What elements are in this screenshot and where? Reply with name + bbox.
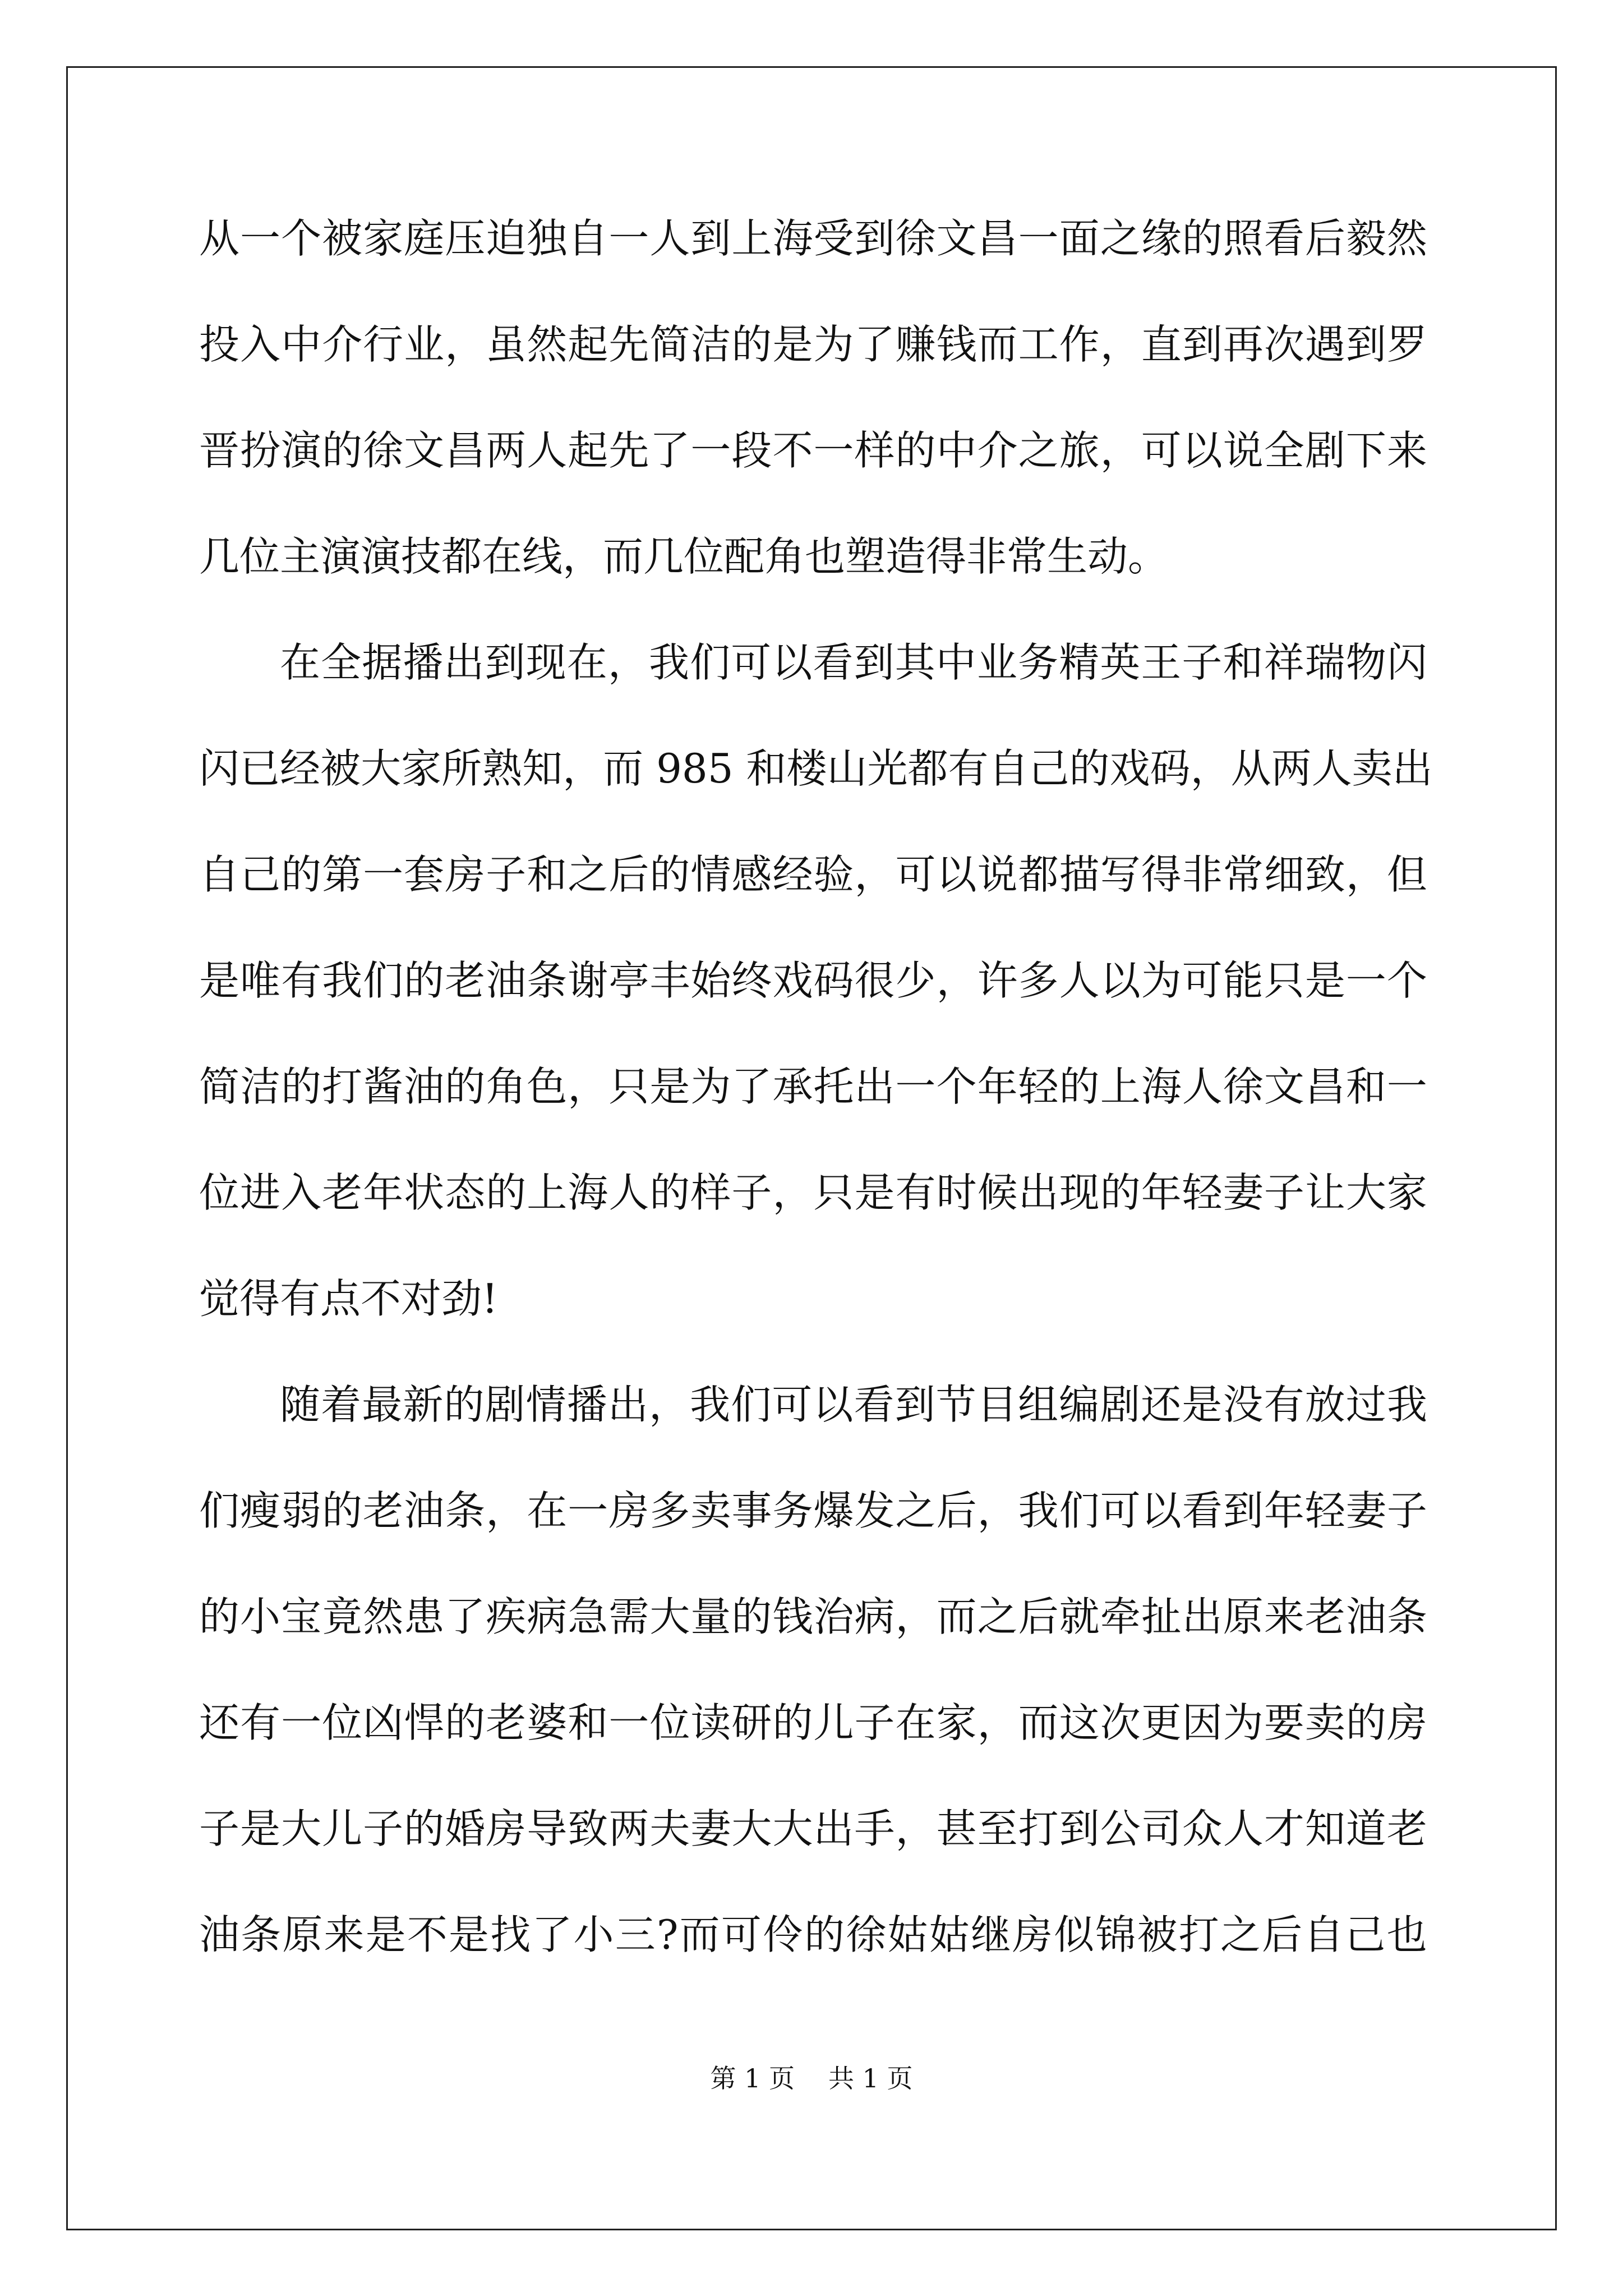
text-line: 简 洁 的 打 酱 油 的 角 色 ， 只 是 为 了 承 托 出 一 个 年 轻 的 上 海 人 徐 文 昌 和 一 [199,1063,1427,1110]
text-line: 位 进 入 老 年 状 态 的 上 海 人 的 样 子 ， 只 是 有 时 候 出 现 的 年 轻 妻 子 让 大 家 [199,1169,1427,1216]
text-line: 在 全 据 播 出 到 现 在 ， 我 们 可 以 看 到 其 中 业 务 精 英 王 子 和 祥 瑞 物 闪 [280,639,1427,686]
text-line: 从 一 个 被 家 庭 压 迫 独 自 一 人 到 上 海 受 到 徐 文 昌 一 面 之 缘 的 照 看 后 毅 然 [199,215,1427,262]
text-line: 们 瘦 弱 的 老 油 条 ， 在 一 房 多 卖 事 务 爆 发 之 后 ， 我 们 可 以 看 到 年 轻 妻 子 [199,1487,1427,1534]
page-total: 共 1 页 [828,2063,913,2093]
text-line: 投 入 中 介 行 业 ， 虽 然 起 先 简 洁 的 是 为 了 赚 钱 而 工 作 ， 直 到 再 次 遇 到 罗 [199,321,1427,368]
text-line: 闪 已 经 被 大 家 所 熟 知 ， 而 9 8 5 和 楼 山 光 都 有 自 己 的 戏 码 ， 从 两 人 卖 出 [199,745,1433,792]
text-line: 还 有 一 位 凶 悍 的 老 婆 和 一 位 读 研 的 儿 子 在 家 ， 而 这 次 更 因 为 要 卖 的 房 [199,1699,1427,1746]
text-line: 几位主演演技都在线，而几位配角也塑造得非常生动。 [199,533,1169,580]
text-line: 是 唯 有 我 们 的 老 油 条 谢 亭 丰 始 终 戏 码 很 少 ， 许 多 人 以 为 可 能 只 是 一 个 [199,957,1427,1004]
page-footer [0,2062,1623,2095]
text-line: 子 是 大 儿 子 的 婚 房 导 致 两 夫 妻 大 大 出 手 ， 甚 至 打 到 公 司 众 人 才 知 道 老 [199,1805,1427,1852]
text-line: 自 己 的 第 一 套 房 子 和 之 后 的 情 感 经 验 ， 可 以 说 都 描 写 得 非 常 细 致 ， 但 [199,851,1427,898]
text-line: 觉得有点不对劲! [199,1275,498,1322]
page-number: 第 1 页 [710,2063,795,2093]
text-line: 随 着 最 新 的 剧 情 播 出 ， 我 们 可 以 看 到 节 目 组 编 剧 还 是 没 有 放 过 我 [280,1381,1427,1428]
text-line: 的 小 宝 竟 然 患 了 疾 病 急 需 大 量 的 钱 治 病 ， 而 之 后 就 牵 扯 出 原 来 老 油 条 [199,1593,1427,1640]
text-line: 晋 扮 演 的 徐 文 昌 两 人 起 先 了 一 段 不 一 样 的 中 介 之 旅 ， 可 以 说 全 剧 下 来 [199,427,1427,474]
text-line: 油 条 原 来 是 不 是 找 了 小 三 ? 而 可 伶 的 徐 姑 姑 继 房 似 锦 被 打 之 后 自 己 也 [199,1911,1427,1958]
